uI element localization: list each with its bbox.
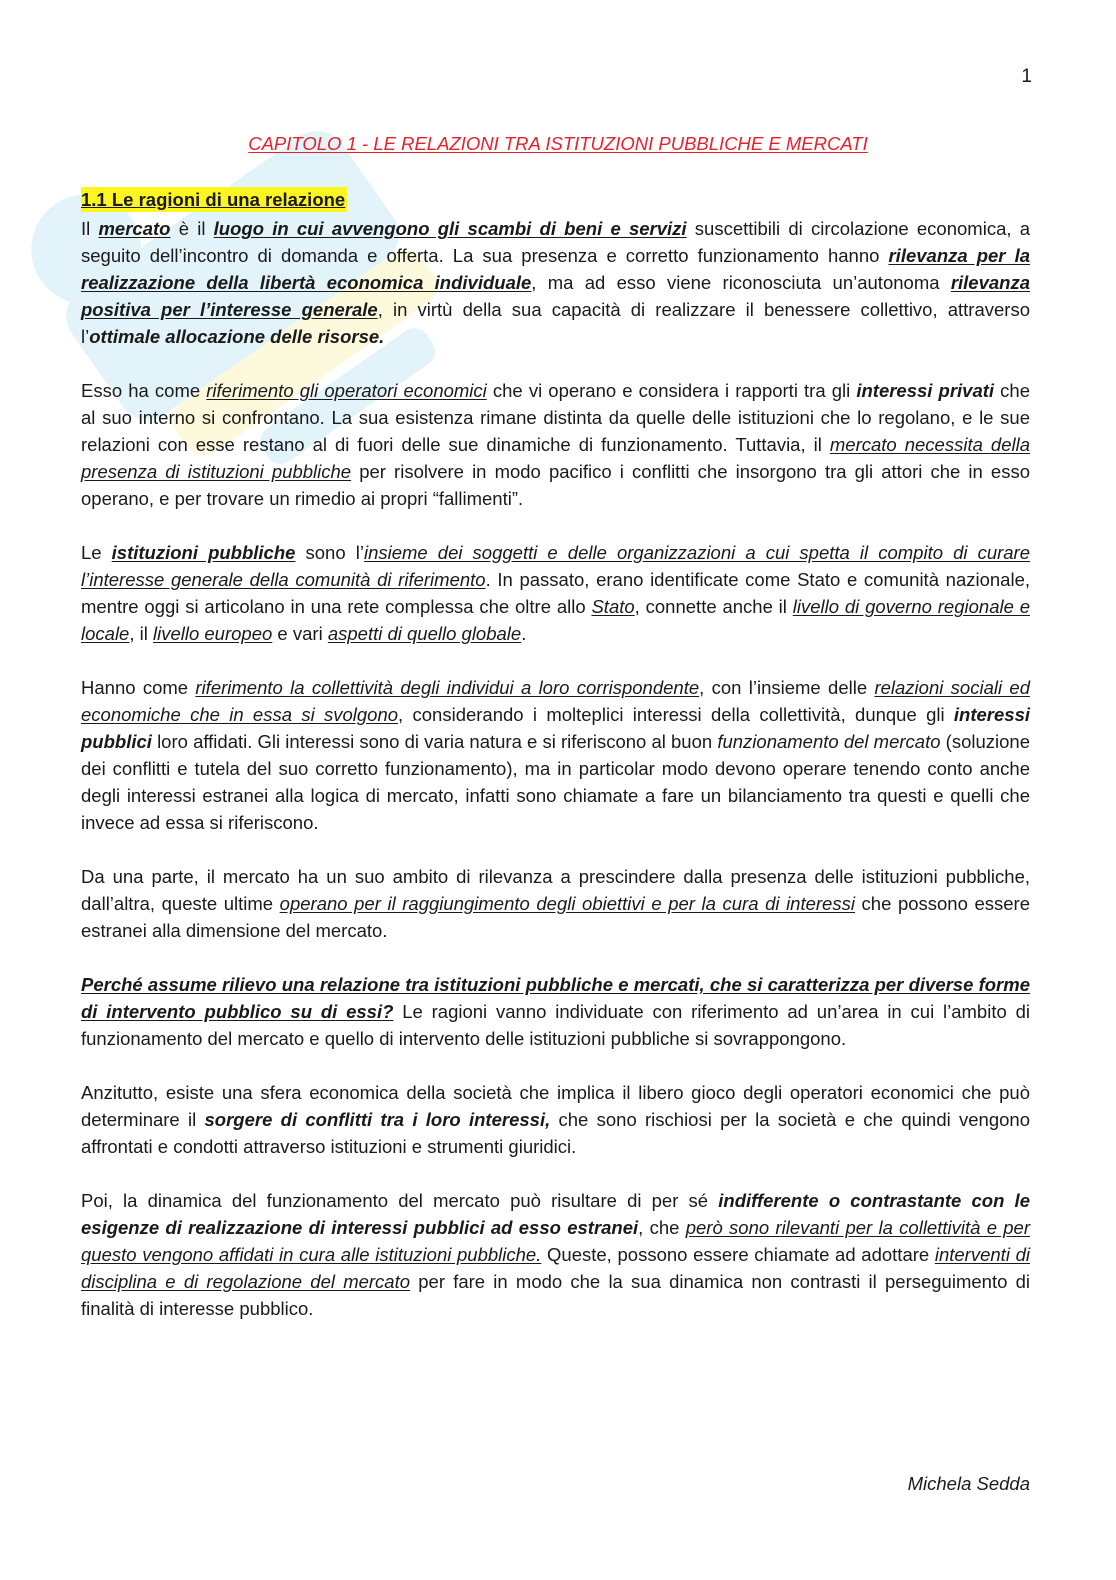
paragraph-dinamica	[81, 1187, 1030, 1322]
paragraph-istituzioni	[81, 539, 1030, 647]
text-run: , con l’insieme delle	[699, 677, 875, 698]
text-run: Le ragioni vanno individuate con riferimento ad un’area in cui l’ambito di funzionamento del mercato e quello di intervento delle istituzioni pubbliche si sovrappongono.	[81, 1001, 1030, 1049]
paragraph-operatori	[81, 377, 1030, 512]
emphasis: funzionamento del mercato	[717, 731, 941, 752]
text-run: loro affidati. Gli interessi sono di varia natura e si riferiscono al buon	[151, 731, 718, 752]
emphasis: relazioni sociali ed economiche che in essa si svolgono	[81, 677, 1030, 725]
text-run: Queste, possono essere chiamate ad adottare	[541, 1244, 935, 1265]
emphasis: luogo in cui avvengono gli scambi di beni e servizi	[213, 218, 687, 239]
text-run: Da una parte, il mercato ha un suo ambito di rilevanza a prescindere dalla presenza delle istituzioni pubbliche, dall’altra, queste ultime	[81, 866, 1030, 914]
emphasis: ottimale allocazione delle risorse.	[89, 326, 385, 347]
text-run: Il	[81, 218, 99, 239]
text-run: Esso ha come	[81, 380, 207, 401]
emphasis: insieme dei soggetti e delle organizzazioni a cui spetta il compito di curare l’interesse generale della comunità di riferimento	[81, 542, 1031, 590]
text-run: e vari	[272, 623, 328, 644]
emphasis: sorgere di conflitti tra i loro interessi,	[204, 1109, 551, 1130]
emphasis: indifferente o contrastante con le esigenze di realizzazione di interessi pubblici ad esso estranei	[81, 1190, 1030, 1238]
text-run: , in virtù della sua capacità di realizzare il benessere collettivo, attraverso l’	[81, 299, 1030, 347]
text-run: per fare in modo che la sua dinamica non contrasti il perseguimento di finalità di interesse pubblico.	[81, 1271, 1030, 1319]
text-run: è il	[170, 218, 214, 239]
text-run: , connette anche il	[634, 596, 793, 617]
emphasis: rilevanza per la realizzazione della libertà economica individuale	[81, 245, 1030, 293]
emphasis: interessi pubblici	[81, 704, 1031, 752]
text-run: , che	[638, 1217, 686, 1238]
emphasis: operano per il raggiungimento degli obiettivi e per la cura di interessi	[279, 893, 855, 914]
emphasis: mercato necessita della presenza di istituzioni pubbliche	[81, 434, 1030, 482]
text-run: . In passato, erano identificate come Stato e comunità nazionale, mentre oggi si articolano in una rete complessa che oltre allo	[81, 569, 1030, 617]
text-run: suscettibili di circolazione economica, a seguito dell’incontro di domanda e offerta. La sua presenza e corretto funzionamento hanno	[81, 218, 1031, 266]
text-run: che sono rischiosi per la società e che quindi vengono affrontati e condotti attraverso istituzioni e strumenti giuridici.	[81, 1109, 1031, 1157]
text-run: .	[521, 623, 527, 644]
text-run: Hanno come	[81, 677, 196, 698]
text-run: Le	[81, 542, 112, 563]
paragraph-conflitti	[81, 1079, 1030, 1160]
emphasis: istituzioni pubbliche	[111, 542, 296, 563]
paragraph-mercato	[81, 215, 1030, 350]
text-run: Poi, la dinamica del funzionamento del mercato può risultare di per sé	[81, 1190, 719, 1211]
emphasis: Stato	[591, 596, 635, 617]
text-run: che al suo interno si confrontano. La sua esistenza rimane distinta da quelle delle istituzioni che lo regolano, e le sue relazioni con esse restano al di fuori delle sue dinamiche di funzionamento. Tuttavia, il	[81, 380, 1030, 455]
paragraph-ambito	[81, 863, 1030, 944]
text-run: sono l’	[295, 542, 364, 563]
emphasis: riferimento la collettività degli individui a loro corrispondente	[195, 677, 700, 698]
emphasis: mercato	[98, 218, 171, 239]
text-run: per risolvere in modo pacifico i conflitti che insorgono tra gli attori che in esso operano, e per trovare un rimedio ai propri “fallimenti”.	[81, 461, 1030, 509]
emphasis: rilevanza positiva per l’interesse generale	[81, 272, 1031, 320]
author-name: Michela Sedda	[907, 1473, 1030, 1494]
text-run: , il	[129, 623, 153, 644]
section-heading: 1.1 Le ragioni di una relazione	[81, 189, 346, 210]
emphasis: interessi privati	[856, 380, 995, 401]
text-run: , considerando i molteplici interessi della collettività, dunque gli	[398, 704, 954, 725]
text-run: che vi operano e considera i rapporti tra gli	[486, 380, 857, 401]
emphasis: Perché assume rilievo una relazione tra istituzioni pubbliche e mercati, che si caratterizza per diverse forme di intervento pubblico su di essi?	[81, 974, 1030, 1022]
emphasis: livello di governo regionale e locale	[81, 596, 1031, 644]
text-run: Anzitutto, esiste una sfera economica della società che implica il libero gioco degli operatori economici che può determinare il	[81, 1082, 1030, 1130]
paragraph-domanda	[81, 971, 1030, 1052]
paragraph-collettivita	[81, 674, 1030, 836]
emphasis: livello europeo	[152, 623, 273, 644]
emphasis: riferimento gli operatori economici	[206, 380, 487, 401]
document-body	[81, 186, 1030, 1349]
chapter-title: CAPITOLO 1 - LE RELAZIONI TRA ISTITUZIONI PUBBLICHE E MERCATI	[248, 133, 868, 154]
emphasis: aspetti di quello globale	[327, 623, 522, 644]
text-run: (soluzione dei conflitti e tutela del suo corretto funzionamento), ma in particolar modo devono operare tenendo conto anche degli interessi estranei alla logica di mercato, infatti sono chiamate a fare un bilanciamento tra questi e quelli che invece ad essa si riferiscono.	[81, 731, 1030, 833]
page-number: 1	[1021, 66, 1032, 87]
text-run: che possono essere estranei alla dimensione del mercato.	[81, 893, 1030, 941]
emphasis: interventi di disciplina e di regolazione del mercato	[81, 1244, 1030, 1292]
text-run: , ma ad esso viene riconosciuta un’autonoma	[531, 272, 951, 293]
emphasis: però sono rilevanti per la collettività e per questo vengono affidati in cura alle istituzioni pubbliche.	[81, 1217, 1031, 1265]
